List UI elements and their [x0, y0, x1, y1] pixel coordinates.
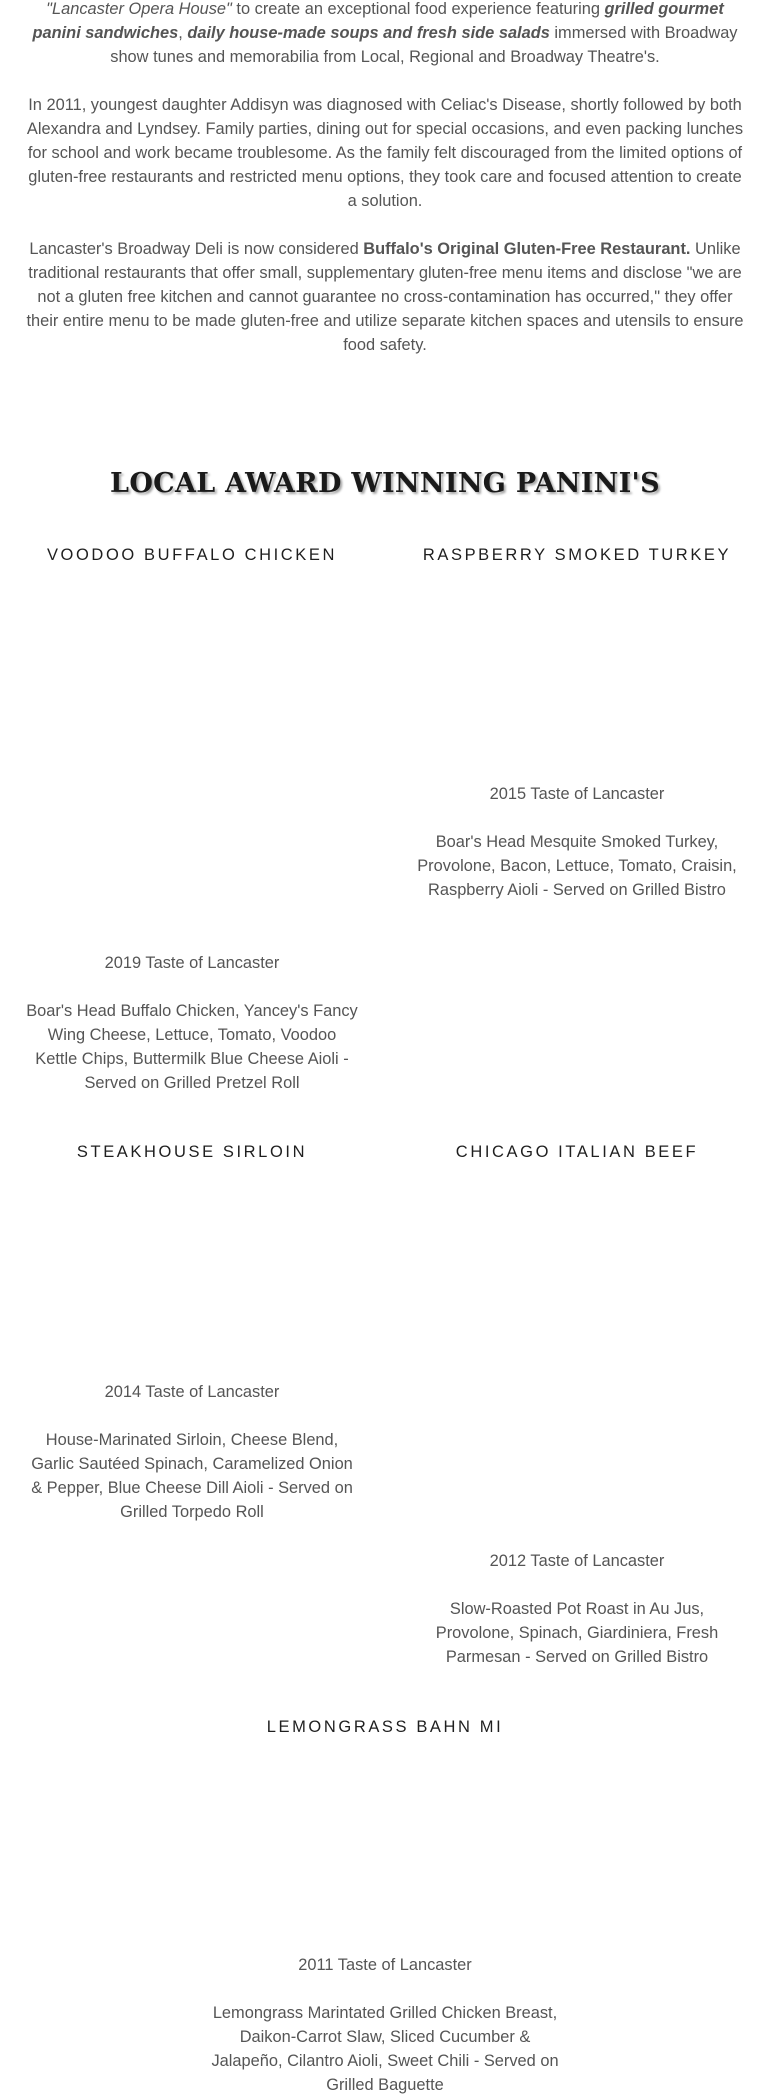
panini-photo	[210, 1757, 560, 1947]
panini-photo	[26, 1182, 358, 1372]
panini-photo	[26, 585, 358, 935]
award-year: 2019 Taste of Lancaster	[104, 954, 280, 972]
item-description: Lemongrass Marintated Grilled Chicken Breast, Daikon-Carrot Slaw, Sliced Cucumber & Jalapeño, Cilantro Aioli, Sweet Chili - Served on Grilled Baguette	[211, 2004, 559, 2094]
item-name: CHICAGO ITALIAN BEEF	[455, 1143, 699, 1161]
intro-text: Lancaster's Broadway Deli is now considered	[29, 240, 364, 258]
item-description: Slow-Roasted Pot Roast in Au Jus, Provolone, Spinach, Giardiniera, Fresh Parmesan - Served on Grilled Bistro	[435, 1600, 719, 1666]
item-description: Boar's Head Mesquite Smoked Turkey, Provolone, Bacon, Lettuce, Tomato, Craisin, Raspberry Aioli - Served on Grilled Bistro	[417, 833, 737, 899]
intro-paragraph-celiac	[26, 93, 744, 213]
intro-paragraph-history	[26, 0, 744, 69]
item-description: House-Marinated Sirloin, Cheese Blend, Garlic Sautéed Spinach, Caramelized Onion & Pepper, Blue Cheese Dill Aioli - Served on Grilled Torpedo Roll	[31, 1431, 353, 1521]
award-year: 2012 Taste of Lancaster	[489, 1552, 665, 1570]
award-year: 2015 Taste of Lancaster	[489, 785, 665, 803]
section-title: LOCAL AWARD WINNING PANINI'S	[110, 468, 660, 499]
opera-house-quote: "Lancaster Opera House"	[46, 0, 232, 18]
award-year: 2011 Taste of Lancaster	[298, 1956, 472, 1974]
panini-highlight: grilled gourmet panini sandwiches	[32, 0, 724, 42]
intro-paragraph-gluten-free	[26, 237, 744, 357]
item-name: LEMONGRASS BAHN MI	[266, 1718, 504, 1736]
item-name: VOODOO BUFFALO CHICKEN	[46, 546, 338, 564]
soups-salads-highlight: daily house-made soups and fresh side salads	[187, 24, 550, 42]
gluten-free-highlight: Buffalo's Original Gluten-Free Restaurant.	[363, 240, 691, 258]
intro-text: Unlike traditional restaurants that offer small, supplementary gluten-free menu items and disclose "we are not a gluten free kitchen and cannot guarantee no cross-contamination has occurred," they offer their entire menu to be made gluten-free and utilize separate kitchen spaces and utensils to ensure food safety.	[26, 240, 744, 354]
panini-photo	[410, 585, 744, 770]
item-description: Boar's Head Buffalo Chicken, Yancey's Fancy Wing Cheese, Lettuce, Tomato, Voodoo Kettle Chips, Buttermilk Blue Cheese Aioli - Served on Grilled Pretzel Roll	[26, 1002, 358, 1092]
intro-text: to create an exceptional food experience featuring	[231, 0, 605, 18]
item-name: RASPBERRY SMOKED TURKEY	[422, 546, 732, 564]
celiac-story-text: In 2011, youngest daughter Addisyn was diagnosed with Celiac's Disease, shortly followed by both Alexandra and Lyndsey. Family parties, dining out for special occasions, and even packing lunches for school and work became troublesome. As the family felt discouraged from the limited options of gluten-free restaurants and restricted menu options, they took care and focused attention to create a solution.	[26, 96, 744, 210]
panini-photo	[410, 1182, 744, 1542]
intro-text: immersed with Broadway show tunes and memorabilia from Local, Regional and Broadway Theatre's.	[110, 24, 738, 66]
intro-separator: ,	[178, 24, 188, 42]
award-year: 2014 Taste of Lancaster	[104, 1383, 280, 1401]
item-name: STEAKHOUSE SIRLOIN	[76, 1143, 308, 1161]
